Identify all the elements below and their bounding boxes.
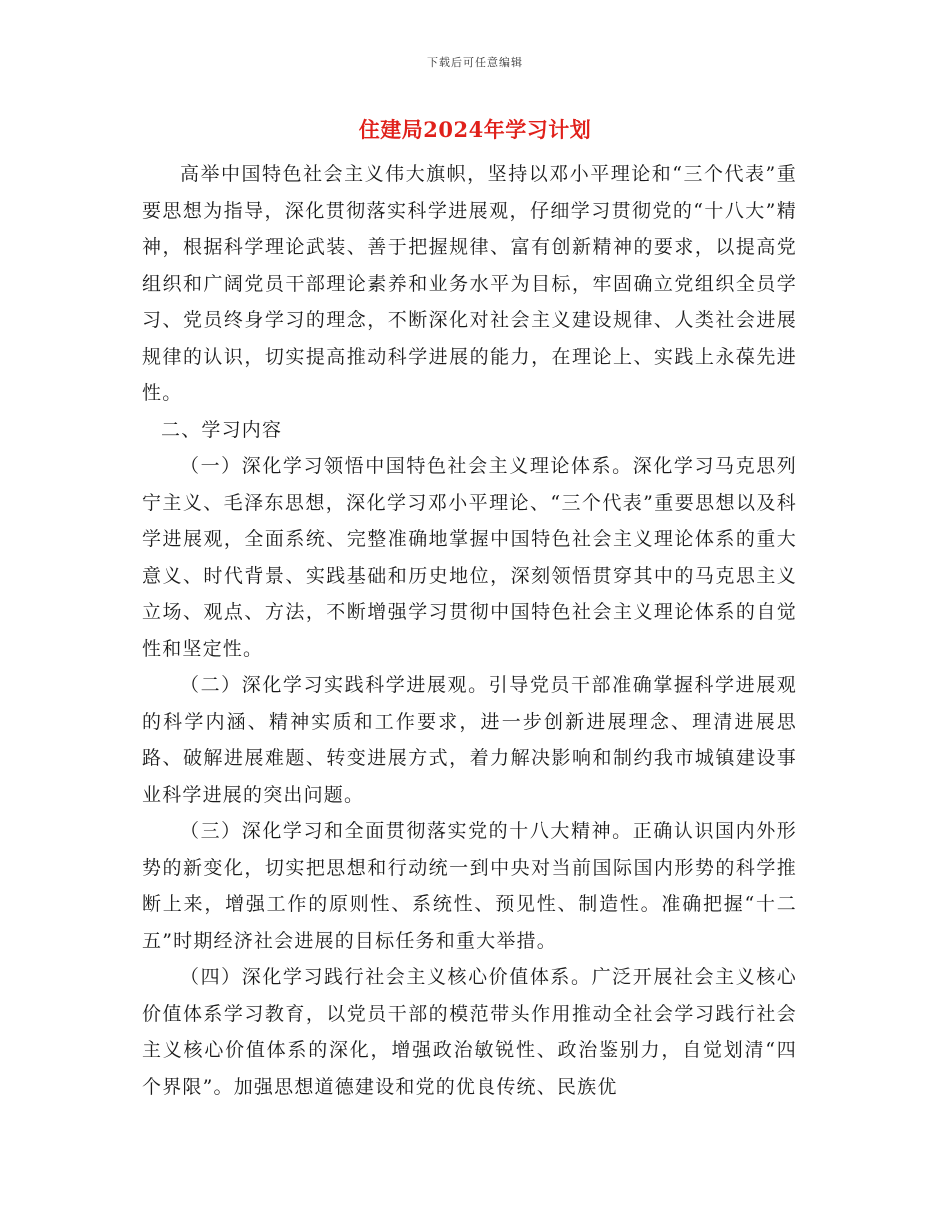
document-title: 住建局2024年学习计划 [358,117,592,142]
paragraph-item-3: （三）深化学习和全面贯彻落实党的十八大精神。正确认识国内外形势的新变化，切实把思想和行动统一到中央对当前国际国内形势的科学推断上来，增强工作的原则性、系统性、预见性、制造性。准确把握“十二五”时期经济社会进展的目标任务和重大举措。 [142,820,797,952]
paragraph-item-1: （一）深化学习领悟中国特色社会主义理论体系。深化学习马克思列宁主义、毛泽东思想，深化学习邓小平理论、“三个代表”重要思想以及科学进展观，全面系统、完整准确地掌握中国特色社会主义理论体系的重大意义、时代背景、实践基础和历史地位，深刻领悟贯穿其中的马克思主义立场、观点、方法，不断增强学习贯彻中国特色社会主义理论体系的自觉性和坚定性。 [142,455,797,660]
paragraph-item-4: （四）深化学习践行社会主义核心价值体系。广泛开展社会主义核心价值体系学习教育，以党员干部的模范带头作用推动全社会学习践行社会主义核心价值体系的深化，增强政治敏锐性、政治鉴别力，自觉划清“四个界限”。加强思想道德建设和党的优良传统、民族优 [142,966,797,1098]
header-note: 下载后可任意编辑 [427,56,523,69]
document-body [142,156,797,1105]
intro-paragraph: 高举中国特色社会主义伟大旗帜，坚持以邓小平理论和“三个代表”重要思想为指导，深化贯彻落实科学进展观，仔细学习贯彻党的“十八大”精神，根据科学理论武装、善于把握规律、富有创新精神的要求，以提高党组织和广阔党员干部理论素养和业务水平为目标，牢固确立党组织全员学习、党员终身学习的理念，不断深化对社会主义建设规律、人类社会进展规律的认识，切实提高推动科学进展的能力，在理论上、实践上永葆先进性。 [142,163,797,404]
paragraph-item-2: （二）深化学习实践科学进展观。引导党员干部准确掌握科学进展观的科学内涵、精神实质和工作要求，进一步创新进展理念、理清进展思路、破解进展难题、转变进展方式，着力解决影响和制约我市城镇建设事业科学进展的突出问题。 [142,674,797,806]
section-heading-study-content: 二、学习内容 [161,418,283,441]
